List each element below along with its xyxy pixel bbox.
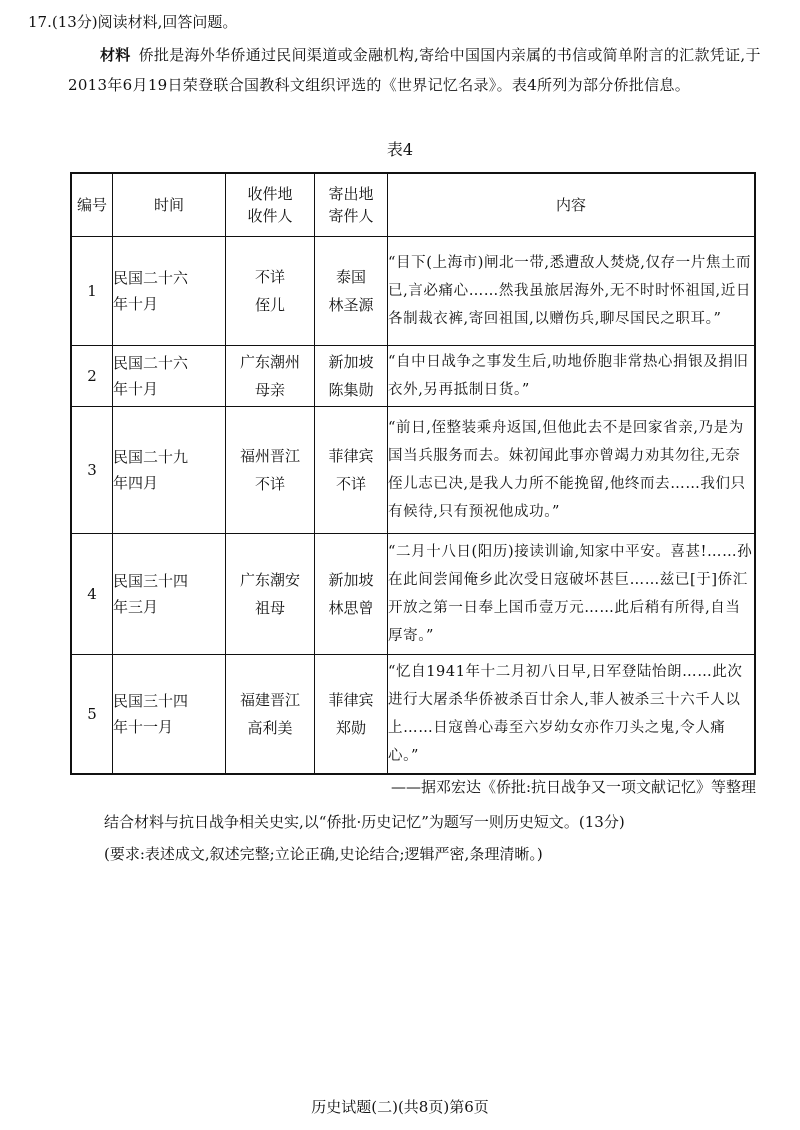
row-time-line2: 年四月: [113, 474, 159, 492]
row-sender: [315, 534, 388, 655]
table-title: 表4: [386, 140, 414, 159]
row-recipient: [226, 534, 315, 655]
header-sender-person: 寄件人: [328, 207, 374, 225]
table-row: [71, 237, 755, 346]
source-note: ——据邓宏达《侨批:抗日战争又一项文献记忆》等整理: [390, 778, 756, 796]
row-time: [113, 407, 226, 534]
row-recipient-person: 祖母: [254, 599, 285, 617]
row-time-line2: 年十一月: [113, 718, 174, 736]
row-time: [113, 655, 226, 775]
header-sender-place: 寄出地: [328, 185, 374, 203]
row-no: 1: [71, 237, 113, 346]
row-sender-place: 新加坡: [328, 353, 374, 371]
row-sender-place: 新加坡: [328, 571, 374, 589]
row-time-line1: 民国二十六: [113, 269, 189, 287]
row-recipient-place: 福州晋江: [239, 447, 300, 465]
row-sender: [315, 655, 388, 775]
row-no: 2: [71, 346, 113, 407]
row-recipient: [226, 237, 315, 346]
row-content: “二月十八日(阳历)接读训谕,知家中平安。喜甚!……孙在此间尝闻俺乡此次受日寇破坏甚巨……兹已[于]侨汇开放之第一日奉上国币壹万元……此后稍有所得,自当厚寄。”: [388, 534, 756, 655]
header-content: 内容: [388, 173, 756, 237]
row-time-line2: 年十月: [113, 380, 159, 398]
row-sender-place: 菲律宾: [328, 691, 374, 709]
row-sender-person: 林思曾: [328, 599, 374, 617]
row-no: 4: [71, 534, 113, 655]
row-sender-person: 不详: [335, 475, 366, 493]
row-recipient: [226, 655, 315, 775]
header-sender: [315, 173, 388, 237]
row-recipient-place: 广东潮安: [239, 571, 300, 589]
row-sender-place: 泰国: [335, 268, 366, 286]
page-footer: 历史试题(二)(共8页)第6页: [311, 1098, 489, 1116]
header-no: 编号: [71, 173, 113, 237]
row-sender: [315, 237, 388, 346]
header-recipient-place: 收件地: [247, 185, 293, 203]
row-time: [113, 346, 226, 407]
row-recipient: [226, 346, 315, 407]
task-requirement: (要求:表述成文,叙述完整;立论正确,史论结合;逻辑严密,条理清晰。): [104, 845, 543, 863]
table-row: [71, 407, 755, 534]
row-time-line1: 民国三十四: [113, 572, 189, 590]
row-sender-person: 陈集勋: [328, 381, 374, 399]
table-row: [71, 346, 755, 407]
row-recipient-person: 不详: [254, 475, 285, 493]
header-time: 时间: [113, 173, 226, 237]
header-recipient: [226, 173, 315, 237]
qiaopi-table: [70, 172, 756, 775]
row-recipient-place: 不详: [254, 268, 285, 286]
material-label: 材料: [100, 46, 131, 64]
row-sender-person: 郑勋: [335, 719, 366, 737]
material-text: 侨批是海外华侨通过民间渠道或金融机构,寄给中国国内亲属的书信或简单附言的汇款凭证,于2013年6月19日荣登联合国教科文组织评选的《世界记忆名录》。表4所列为部分侨批信息。: [68, 46, 761, 94]
row-no: 3: [71, 407, 113, 534]
table-header-row: [71, 173, 755, 237]
row-time-line2: 年三月: [113, 598, 159, 616]
task-prompt: 结合材料与抗日战争相关史实,以“侨批·历史记忆”为题写一则历史短文。(13分): [104, 813, 625, 831]
row-content: “忆自1941年十二月初八日早,日军登陆怡朗……此次进行大屠杀华侨被杀百廿余人,菲人被杀三十六千人以上……日寇兽心毒至六岁幼女亦作刀头之鬼,令人痛心。”: [388, 655, 756, 775]
material-paragraph: [68, 40, 768, 100]
row-recipient-person: 高利美: [247, 719, 293, 737]
row-content: “前日,侄整装乘舟返国,但他此去不是回家省亲,乃是为国当兵服务而去。妹初闻此事亦曾竭力劝其勿往,无奈侄儿志已决,是我人力所不能挽留,他终而去……我们只有候待,只有预祝他成功。”: [388, 407, 756, 534]
row-time-line1: 民国二十六: [113, 354, 189, 372]
row-recipient-place: 福建晋江: [239, 691, 300, 709]
row-no: 5: [71, 655, 113, 775]
row-sender: [315, 407, 388, 534]
row-content: “自中日战争之事发生后,叻地侨胞非常热心捐银及捐旧衣外,另再抵制日货。”: [388, 346, 756, 407]
row-content: “目下(上海市)闸北一带,悉遭敌人焚烧,仅存一片焦土而已,言必痛心……然我虽旅居海外,无不时时怀祖国,近日各制裁衣裤,寄回祖国,以赠伤兵,聊尽国民之职耳。”: [388, 237, 756, 346]
row-time-line1: 民国二十九: [113, 448, 189, 466]
row-sender-person: 林圣源: [328, 296, 374, 314]
row-time-line1: 民国三十四: [113, 692, 189, 710]
question-header: 17.(13分)阅读材料,回答问题。: [28, 13, 238, 31]
table-row: [71, 655, 755, 775]
row-recipient-person: 侄儿: [254, 296, 285, 314]
row-sender: [315, 346, 388, 407]
row-time: [113, 534, 226, 655]
row-time: [113, 237, 226, 346]
row-recipient-person: 母亲: [254, 381, 285, 399]
table-row: [71, 534, 755, 655]
row-recipient-place: 广东潮州: [239, 353, 300, 371]
row-recipient: [226, 407, 315, 534]
row-sender-place: 菲律宾: [328, 447, 374, 465]
row-time-line2: 年十月: [113, 295, 159, 313]
header-recipient-person: 收件人: [247, 207, 293, 225]
